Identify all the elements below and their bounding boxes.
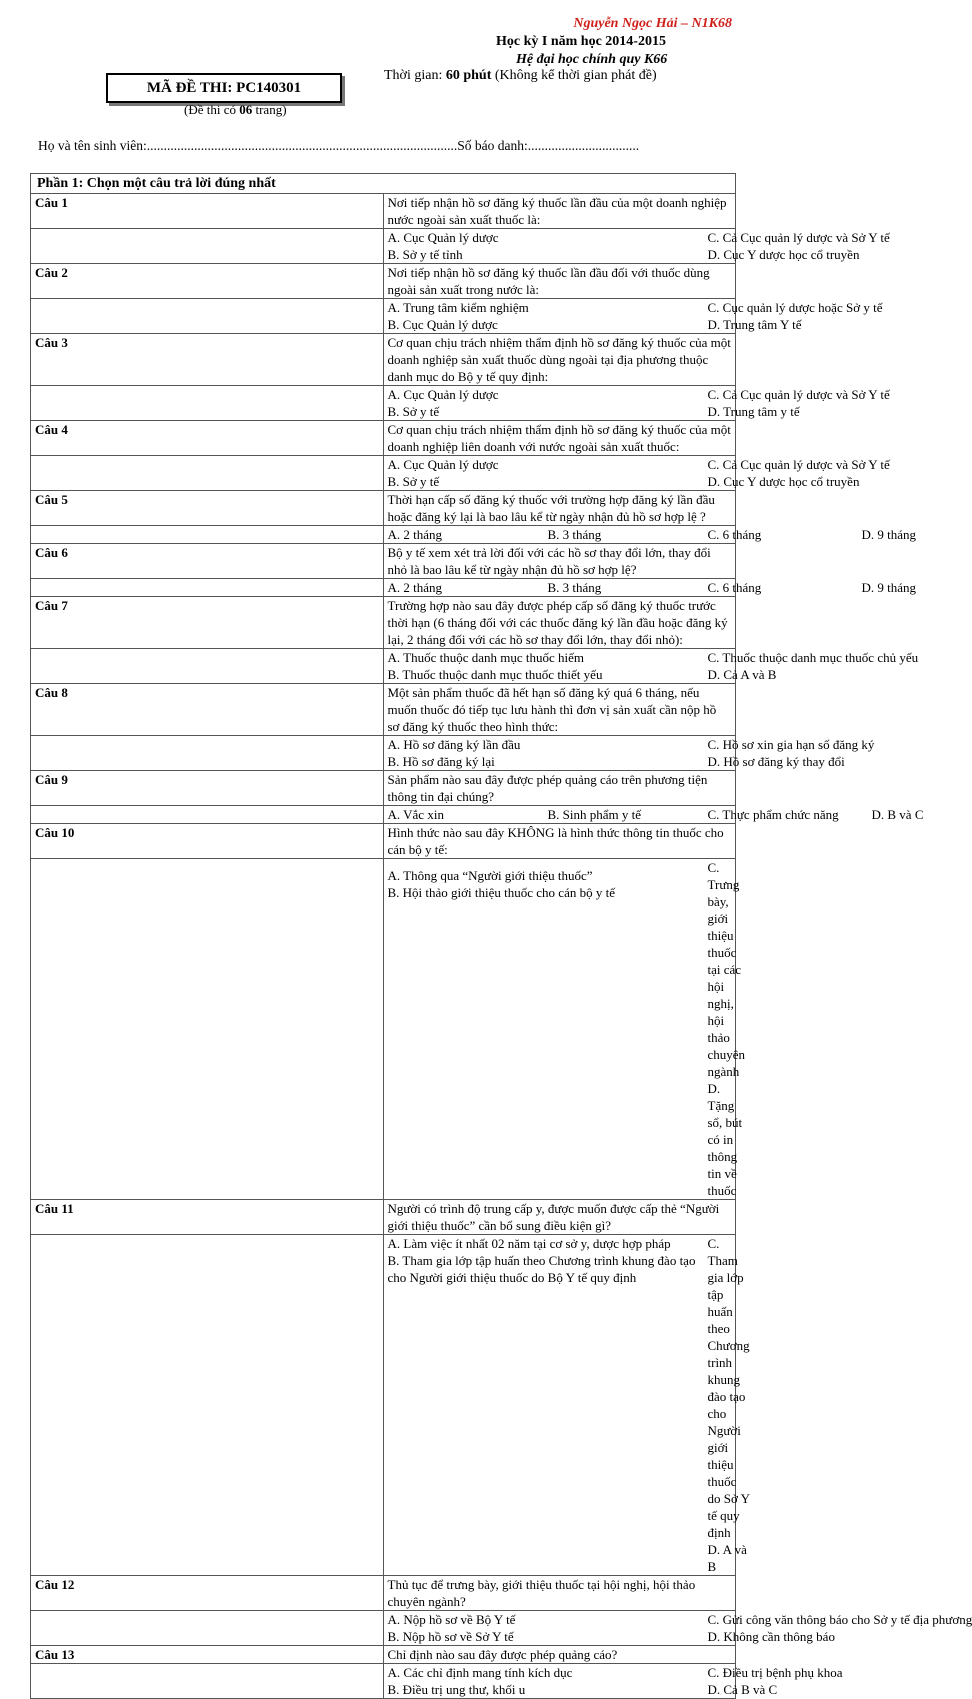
options-row (31, 859, 736, 1200)
question-number: Câu 13 (31, 1646, 384, 1664)
exam-code-box: MÃ ĐỀ THI: PC140301 (106, 73, 342, 103)
question-row (31, 824, 736, 859)
question-number: Câu 9 (31, 771, 384, 806)
question-number: Câu 2 (31, 264, 384, 299)
question-text: Sản phẩm nào sau đây được phép quảng cáo trên phương tiện thông tin đại chúng? (383, 771, 736, 806)
option-b: B. 3 tháng (548, 526, 708, 543)
question-number: Câu 1 (31, 194, 384, 229)
option-c: C. Cả Cục quản lý dược và Sở Y tế (708, 456, 890, 473)
question-text: Chỉ định nào sau đây được phép quảng cáo? (383, 1646, 736, 1664)
option-a: A. Vắc xin (388, 806, 548, 823)
question-row (31, 544, 736, 579)
question-text: Bộ y tế xem xét trả lời đối với các hồ sơ thay đổi lớn, thay đổi nhỏ là bao lâu kể từ ngày nhận đủ hồ sơ hợp lệ? (383, 544, 736, 579)
question-number: Câu 12 (31, 1576, 384, 1611)
option-a: A. Trung tâm kiểm nghiệm (388, 299, 708, 316)
question-text: Cơ quan chịu trách nhiệm thẩm định hồ sơ đăng ký thuốc của một doanh nghiệp liên doanh với nước ngoài sản xuất thuốc: (383, 421, 736, 456)
question-text: Thời hạn cấp số đăng ký thuốc với trường hợp đăng ký lần đầu hoặc đăng ký lại là bao lâu kể từ ngày nhận đủ hồ sơ hợp lệ ? (383, 491, 736, 526)
page-count-suffix: trang) (252, 102, 286, 117)
option-d: D. Cả A và B (708, 666, 919, 683)
options-row (31, 386, 736, 421)
option-b: B. Thuốc thuộc danh mục thuốc thiết yếu (388, 666, 708, 683)
education-system: Hệ đại học chính quy K66 (516, 52, 667, 68)
option-a: A. Các chỉ định mang tính kích dục (388, 1664, 708, 1681)
question-row (31, 264, 736, 299)
option-c: C. Gửi công văn thông báo cho Sở y tế địa phương (708, 1611, 972, 1628)
question-row (31, 421, 736, 456)
options-row (31, 736, 736, 771)
time-label: Thời gian: (384, 68, 446, 83)
question-number: Câu 10 (31, 824, 384, 859)
time-value: 60 phút (446, 68, 492, 83)
option-d: D. Cục Y dược học cổ truyền (708, 473, 890, 490)
question-text: Cơ quan chịu trách nhiệm thẩm định hồ sơ đăng ký thuốc của một doanh nghiệp sản xuất thuốc dùng ngoài tại địa phương thuộc danh mục do Bộ y tế quy định: (383, 334, 736, 386)
question-row (31, 597, 736, 649)
option-c: C. 6 tháng (708, 579, 862, 596)
option-c: C. Tham gia lớp tập huấn theo Chương trình khung đào tạo cho Người giới thiệu thuốc do Sở Y tế quy định (708, 1235, 750, 1541)
question-number: Câu 5 (31, 491, 384, 526)
question-row (31, 491, 736, 526)
part-title: Phần 1: Chọn một câu trả lời đúng nhất (31, 174, 736, 194)
question-row (31, 771, 736, 806)
option-b: B. Cục Quản lý dược (388, 316, 708, 333)
option-a: A. Làm việc ít nhất 02 năm tại cơ sở y, dược hợp pháp (388, 1235, 702, 1252)
question-text: Một sản phẩm thuốc đã hết hạn số đăng ký quá 6 tháng, nếu muốn thuốc đó tiếp tục lưu hành thì đơn vị sản xuất cần nộp hồ sơ đăng ký thuốc theo hình thức: (383, 684, 736, 736)
option-b: B. Hội thảo giới thiệu thuốc cho cán bộ y tế (388, 884, 708, 901)
option-c: C. Cục quản lý dược hoặc Sở y tế (708, 299, 883, 316)
options-row (31, 526, 736, 544)
option-c: C. Thuốc thuộc danh mục thuốc chủ yếu (708, 649, 919, 666)
options-row (31, 1611, 736, 1646)
options-row (31, 229, 736, 264)
question-number: Câu 4 (31, 421, 384, 456)
question-number: Câu 7 (31, 597, 384, 649)
options-row (31, 1664, 736, 1699)
option-b: B. Điều trị ung thư, khối u (388, 1681, 708, 1698)
question-row (31, 1576, 736, 1611)
option-a: A. 2 tháng (388, 579, 548, 596)
option-a: A. Thuốc thuộc danh mục thuốc hiếm (388, 649, 708, 666)
option-b: B. Sở y tế (388, 473, 708, 490)
option-a: A. Cục Quản lý dược (388, 456, 708, 473)
options-row (31, 299, 736, 334)
question-row (31, 194, 736, 229)
part-header-row (31, 174, 736, 194)
question-text: Người có trình độ trung cấp y, được muốn được cấp thẻ “Người giới thiệu thuốc” cần bổ sung điều kiện gì? (383, 1200, 736, 1235)
option-c: C. Thực phẩm chức năng (708, 806, 872, 823)
options-row (31, 1235, 736, 1576)
option-b: B. 3 tháng (548, 579, 708, 596)
question-number: Câu 6 (31, 544, 384, 579)
option-b: B. Sở y tế tỉnh (388, 246, 708, 263)
question-text: Trường hợp nào sau đây được phép cấp số đăng ký thuốc trước thời hạn (6 tháng đối với các thuốc đăng ký lần đầu hoặc đăng ký lại, 2 tháng đối với các hồ sơ thay đổi lớn, thay đổi nhỏ): (383, 597, 736, 649)
question-row (31, 684, 736, 736)
option-b: B. Tham gia lớp tập huấn theo Chương trình khung đào tạo cho Người giới thiệu thuốc do Bộ Y tế quy định (388, 1252, 702, 1286)
option-a: A. Cục Quản lý dược (388, 229, 708, 246)
options-row (31, 649, 736, 684)
option-c: C. Cả Cục quản lý dược và Sở Y tế (708, 229, 890, 246)
option-d: D. 9 tháng (862, 579, 917, 596)
option-b: B. Nộp hồ sơ về Sở Y tế (388, 1628, 708, 1645)
question-number: Câu 3 (31, 334, 384, 386)
page-count-number: 06 (239, 102, 252, 117)
question-row (31, 334, 736, 386)
option-b: B. Sở y tế (388, 403, 708, 420)
option-d: D. Hồ sơ đăng ký thay đổi (708, 753, 875, 770)
option-a: A. Thông qua “Người giới thiệu thuốc” (388, 867, 708, 884)
semester: Học kỳ I năm học 2014-2015 (496, 34, 666, 50)
question-text: Hình thức nào sau đây KHÔNG là hình thức thông tin thuốc cho cán bộ y tế: (383, 824, 736, 859)
question-number: Câu 8 (31, 684, 384, 736)
option-a: A. Nộp hồ sơ về Bộ Y tế (388, 1611, 708, 1628)
question-table (30, 173, 736, 1699)
author-name: Nguyễn Ngọc Hải – N1K68 (573, 16, 732, 32)
option-c: C. Cả Cục quản lý dược và Sở Y tế (708, 386, 890, 403)
option-c: C. 6 tháng (708, 526, 862, 543)
option-b: B. Hồ sơ đăng ký lại (388, 753, 708, 770)
question-text: Nơi tiếp nhận hồ sơ đăng ký thuốc lần đầu của một doanh nghiệp nước ngoài sản xuất thuốc là: (383, 194, 736, 229)
page-count (184, 102, 287, 118)
option-c: C. Trưng bày, giới thiệu thuốc tại các hội nghị, hội thảo chuyên ngành (708, 859, 746, 1080)
option-d: D. A và B (708, 1541, 750, 1575)
exam-time (384, 68, 657, 84)
option-d: D. Cả B và C (708, 1681, 843, 1698)
question-text: Nơi tiếp nhận hồ sơ đăng ký thuốc lần đầu đối với thuốc dùng ngoài sản xuất trong nước là: (383, 264, 736, 299)
question-number: Câu 11 (31, 1200, 384, 1235)
option-d: D. Tặng sổ, bút có in thông tin về thuốc (708, 1080, 746, 1199)
option-d: D. Trung tâm Y tế (708, 316, 883, 333)
option-d: D. B và C (872, 806, 924, 823)
option-d: D. Cục Y dược học cổ truyền (708, 246, 890, 263)
time-note: (Không kể thời gian phát đề) (491, 68, 656, 83)
option-c: C. Điều trị bệnh phụ khoa (708, 1664, 843, 1681)
option-a: A. 2 tháng (388, 526, 548, 543)
options-row (31, 456, 736, 491)
options-row (31, 806, 736, 824)
option-a: A. Hồ sơ đăng ký lần đầu (388, 736, 708, 753)
page-count-prefix: (Đề thi có (184, 102, 239, 117)
option-a: A. Cục Quản lý dược (388, 386, 708, 403)
student-info-line: Họ và tên sinh viên:............................................................................................Số báo danh:................................. (38, 138, 639, 154)
options-row (31, 579, 736, 597)
question-row (31, 1200, 736, 1235)
option-c: C. Hồ sơ xin gia hạn số đăng ký (708, 736, 875, 753)
option-d: D. 9 tháng (862, 526, 917, 543)
question-row (31, 1646, 736, 1664)
option-d: D. Không cần thông báo (708, 1628, 972, 1645)
option-d: D. Trung tâm y tế (708, 403, 890, 420)
option-b: B. Sinh phẩm y tế (548, 806, 708, 823)
question-text: Thủ tục để trưng bày, giới thiệu thuốc tại hội nghị, hội thảo chuyên ngành? (383, 1576, 736, 1611)
